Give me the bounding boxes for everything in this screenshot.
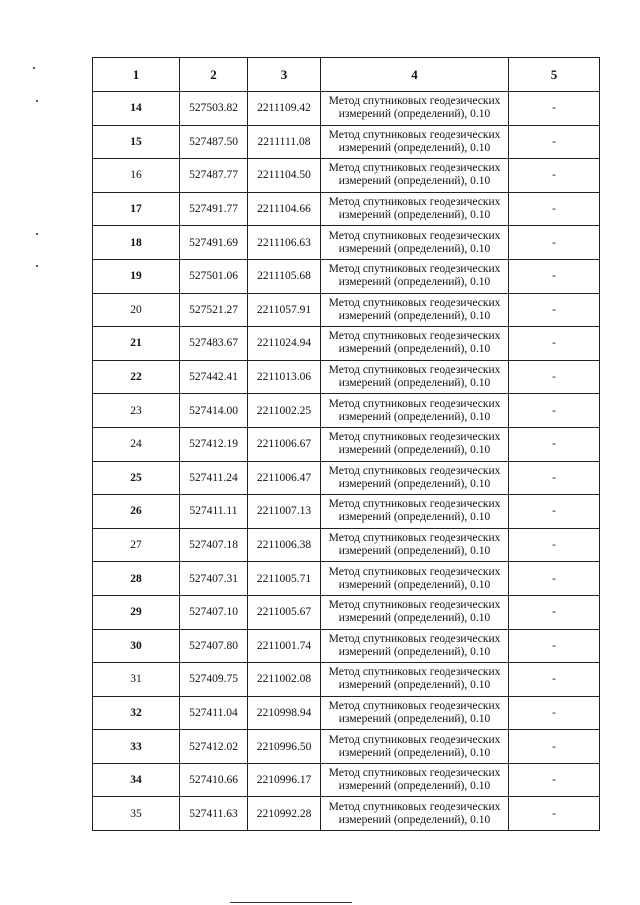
coordinate-x: 527409.75 bbox=[180, 663, 248, 697]
description-cell: - bbox=[509, 159, 600, 193]
description-cell: - bbox=[509, 259, 600, 293]
table-row bbox=[93, 528, 600, 562]
coordinate-x: 527407.10 bbox=[180, 595, 248, 629]
description-cell: - bbox=[509, 192, 600, 226]
coordinates-table bbox=[92, 57, 600, 831]
coordinate-x: 527501.06 bbox=[180, 259, 248, 293]
method-cell bbox=[321, 797, 509, 831]
table-header-row bbox=[93, 58, 600, 92]
method-line-2: измерений (определений), 0.10 bbox=[338, 276, 491, 289]
method-line-2: измерений (определений), 0.10 bbox=[338, 377, 491, 390]
table-row bbox=[93, 159, 600, 193]
coordinate-x: 527442.41 bbox=[180, 360, 248, 394]
point-number: 16 bbox=[93, 159, 180, 193]
coordinate-y: 2211006.67 bbox=[248, 427, 321, 461]
method-line-2: измерений (определений), 0.10 bbox=[338, 343, 491, 356]
point-number: 31 bbox=[93, 663, 180, 697]
description-cell: - bbox=[509, 629, 600, 663]
coordinate-y: 2211006.47 bbox=[248, 461, 321, 495]
scan-speck bbox=[36, 265, 38, 267]
method-line-1: Метод спутниковых геодезических bbox=[328, 767, 501, 780]
point-number: 25 bbox=[93, 461, 180, 495]
method-line-2: измерений (определений), 0.10 bbox=[338, 141, 491, 154]
scan-speck bbox=[36, 100, 38, 102]
coordinate-x: 527410.66 bbox=[180, 763, 248, 797]
coordinate-y: 2211104.50 bbox=[248, 159, 321, 193]
method-line-1: Метод спутниковых геодезических bbox=[328, 632, 501, 645]
point-number: 24 bbox=[93, 427, 180, 461]
point-number: 22 bbox=[93, 360, 180, 394]
coordinate-y: 2211002.25 bbox=[248, 394, 321, 428]
table-row bbox=[93, 495, 600, 529]
method-cell bbox=[321, 327, 509, 361]
coordinate-y: 2210996.50 bbox=[248, 730, 321, 764]
method-line-2: измерений (определений), 0.10 bbox=[338, 746, 491, 759]
coordinate-y: 2210996.17 bbox=[248, 763, 321, 797]
coordinate-x: 527411.24 bbox=[180, 461, 248, 495]
point-number: 28 bbox=[93, 562, 180, 596]
description-cell: - bbox=[509, 528, 600, 562]
method-line-2: измерений (определений), 0.10 bbox=[338, 780, 491, 793]
method-cell bbox=[321, 259, 509, 293]
coordinate-x: 527491.77 bbox=[180, 192, 248, 226]
method-line-2: измерений (определений), 0.10 bbox=[338, 410, 491, 423]
description-cell: - bbox=[509, 394, 600, 428]
coordinate-x: 527487.77 bbox=[180, 159, 248, 193]
point-number: 26 bbox=[93, 495, 180, 529]
method-line-1: Метод спутниковых геодезических bbox=[328, 699, 501, 712]
coordinate-x: 527491.69 bbox=[180, 226, 248, 260]
description-cell: - bbox=[509, 730, 600, 764]
coordinate-x: 527412.02 bbox=[180, 730, 248, 764]
header-col-5: 5 bbox=[509, 58, 600, 92]
coordinate-x: 527503.82 bbox=[180, 92, 248, 126]
method-cell bbox=[321, 562, 509, 596]
description-cell: - bbox=[509, 696, 600, 730]
method-line-1: Метод спутниковых геодезических bbox=[328, 733, 501, 746]
header-col-3: 3 bbox=[248, 58, 321, 92]
footer-rule bbox=[230, 902, 352, 903]
coordinate-y: 2211005.67 bbox=[248, 595, 321, 629]
coordinate-x: 527521.27 bbox=[180, 293, 248, 327]
method-cell bbox=[321, 394, 509, 428]
method-line-1: Метод спутниковых геодезических bbox=[328, 196, 501, 209]
coordinate-x: 527407.80 bbox=[180, 629, 248, 663]
method-cell bbox=[321, 528, 509, 562]
coordinate-x: 527411.63 bbox=[180, 797, 248, 831]
method-line-1: Метод спутниковых геодезических bbox=[328, 666, 501, 679]
table-row bbox=[93, 763, 600, 797]
method-line-2: измерений (определений), 0.10 bbox=[338, 444, 491, 457]
method-cell bbox=[321, 427, 509, 461]
method-cell bbox=[321, 125, 509, 159]
table-row bbox=[93, 730, 600, 764]
table-row bbox=[93, 125, 600, 159]
coordinate-x: 527411.04 bbox=[180, 696, 248, 730]
method-cell bbox=[321, 293, 509, 327]
table-row bbox=[93, 259, 600, 293]
table-row bbox=[93, 327, 600, 361]
table-row bbox=[93, 192, 600, 226]
point-number: 32 bbox=[93, 696, 180, 730]
header-col-1: 1 bbox=[93, 58, 180, 92]
coordinate-y: 2211006.38 bbox=[248, 528, 321, 562]
table-row bbox=[93, 360, 600, 394]
table-row bbox=[93, 293, 600, 327]
method-line-2: измерений (определений), 0.10 bbox=[338, 242, 491, 255]
method-cell bbox=[321, 360, 509, 394]
method-line-2: измерений (определений), 0.10 bbox=[338, 813, 491, 826]
method-line-2: измерений (определений), 0.10 bbox=[338, 578, 491, 591]
description-cell: - bbox=[509, 763, 600, 797]
point-number: 27 bbox=[93, 528, 180, 562]
table-row bbox=[93, 797, 600, 831]
description-cell: - bbox=[509, 125, 600, 159]
method-line-2: измерений (определений), 0.10 bbox=[338, 209, 491, 222]
method-cell bbox=[321, 461, 509, 495]
point-number: 30 bbox=[93, 629, 180, 663]
table-row bbox=[93, 629, 600, 663]
method-line-1: Метод спутниковых геодезических bbox=[328, 229, 501, 242]
description-cell: - bbox=[509, 226, 600, 260]
method-cell bbox=[321, 92, 509, 126]
header-col-4: 4 bbox=[321, 58, 509, 92]
coordinate-y: 2211024.94 bbox=[248, 327, 321, 361]
method-line-1: Метод спутниковых геодезических bbox=[328, 431, 501, 444]
coordinate-x: 527487.50 bbox=[180, 125, 248, 159]
method-line-1: Метод спутниковых геодезических bbox=[328, 498, 501, 511]
table-row bbox=[93, 226, 600, 260]
method-line-2: измерений (определений), 0.10 bbox=[338, 612, 491, 625]
method-cell bbox=[321, 495, 509, 529]
method-line-1: Метод спутниковых геодезических bbox=[328, 464, 501, 477]
coordinate-x: 527412.19 bbox=[180, 427, 248, 461]
method-cell bbox=[321, 730, 509, 764]
coordinate-x: 527407.18 bbox=[180, 528, 248, 562]
description-cell: - bbox=[509, 797, 600, 831]
method-cell bbox=[321, 629, 509, 663]
coordinate-y: 2211005.71 bbox=[248, 562, 321, 596]
method-line-2: измерений (определений), 0.10 bbox=[338, 108, 491, 121]
method-line-1: Метод спутниковых геодезических bbox=[328, 162, 501, 175]
method-cell bbox=[321, 595, 509, 629]
description-cell: - bbox=[509, 427, 600, 461]
description-cell: - bbox=[509, 562, 600, 596]
table-row bbox=[93, 394, 600, 428]
method-cell bbox=[321, 763, 509, 797]
method-cell bbox=[321, 696, 509, 730]
point-number: 29 bbox=[93, 595, 180, 629]
method-cell bbox=[321, 159, 509, 193]
point-number: 33 bbox=[93, 730, 180, 764]
point-number: 20 bbox=[93, 293, 180, 327]
description-cell: - bbox=[509, 360, 600, 394]
coordinate-y: 2211001.74 bbox=[248, 629, 321, 663]
description-cell: - bbox=[509, 327, 600, 361]
method-line-2: измерений (определений), 0.10 bbox=[338, 679, 491, 692]
point-number: 15 bbox=[93, 125, 180, 159]
coordinate-x: 527414.00 bbox=[180, 394, 248, 428]
coordinate-y: 2211105.68 bbox=[248, 259, 321, 293]
point-number: 35 bbox=[93, 797, 180, 831]
table-row bbox=[93, 92, 600, 126]
scan-speck bbox=[33, 67, 35, 69]
method-line-2: измерений (определений), 0.10 bbox=[338, 645, 491, 658]
method-line-1: Метод спутниковых геодезических bbox=[328, 800, 501, 813]
method-cell bbox=[321, 226, 509, 260]
description-cell: - bbox=[509, 595, 600, 629]
point-number: 23 bbox=[93, 394, 180, 428]
method-line-1: Метод спутниковых геодезических bbox=[328, 532, 501, 545]
coordinate-y: 2211007.13 bbox=[248, 495, 321, 529]
method-line-1: Метод спутниковых геодезических bbox=[328, 599, 501, 612]
table-row bbox=[93, 562, 600, 596]
method-line-2: измерений (определений), 0.10 bbox=[338, 309, 491, 322]
method-line-1: Метод спутниковых геодезических bbox=[328, 263, 501, 276]
method-line-1: Метод спутниковых геодезических bbox=[328, 397, 501, 410]
coordinate-y: 2211002.08 bbox=[248, 663, 321, 697]
method-line-1: Метод спутниковых геодезических bbox=[328, 128, 501, 141]
coordinate-x: 527483.67 bbox=[180, 327, 248, 361]
coordinate-y: 2211111.08 bbox=[248, 125, 321, 159]
description-cell: - bbox=[509, 293, 600, 327]
method-line-2: измерений (определений), 0.10 bbox=[338, 175, 491, 188]
description-cell: - bbox=[509, 663, 600, 697]
coordinate-y: 2211109.42 bbox=[248, 92, 321, 126]
description-cell: - bbox=[509, 495, 600, 529]
table-row bbox=[93, 461, 600, 495]
header-col-2: 2 bbox=[180, 58, 248, 92]
point-number: 21 bbox=[93, 327, 180, 361]
point-number: 14 bbox=[93, 92, 180, 126]
coordinate-x: 527411.11 bbox=[180, 495, 248, 529]
method-cell bbox=[321, 192, 509, 226]
method-cell bbox=[321, 663, 509, 697]
method-line-1: Метод спутниковых геодезических bbox=[328, 296, 501, 309]
table-row bbox=[93, 595, 600, 629]
method-line-2: измерений (определений), 0.10 bbox=[338, 477, 491, 490]
coordinate-y: 2211106.63 bbox=[248, 226, 321, 260]
method-line-2: измерений (определений), 0.10 bbox=[338, 712, 491, 725]
coordinate-y: 2210998.94 bbox=[248, 696, 321, 730]
coordinate-x: 527407.31 bbox=[180, 562, 248, 596]
point-number: 34 bbox=[93, 763, 180, 797]
table-row bbox=[93, 663, 600, 697]
method-line-2: измерений (определений), 0.10 bbox=[338, 545, 491, 558]
method-line-1: Метод спутниковых геодезических bbox=[328, 364, 501, 377]
point-number: 19 bbox=[93, 259, 180, 293]
point-number: 18 bbox=[93, 226, 180, 260]
table-row bbox=[93, 696, 600, 730]
method-line-1: Метод спутниковых геодезических bbox=[328, 330, 501, 343]
coordinate-y: 2211013.06 bbox=[248, 360, 321, 394]
coordinate-y: 2210992.28 bbox=[248, 797, 321, 831]
scan-speck bbox=[36, 233, 38, 235]
coordinate-y: 2211104.66 bbox=[248, 192, 321, 226]
method-line-2: измерений (определений), 0.10 bbox=[338, 511, 491, 524]
table-row bbox=[93, 427, 600, 461]
method-line-1: Метод спутниковых геодезических bbox=[328, 95, 501, 108]
method-line-1: Метод спутниковых геодезических bbox=[328, 565, 501, 578]
description-cell: - bbox=[509, 461, 600, 495]
coordinate-y: 2211057.91 bbox=[248, 293, 321, 327]
point-number: 17 bbox=[93, 192, 180, 226]
description-cell: - bbox=[509, 92, 600, 126]
